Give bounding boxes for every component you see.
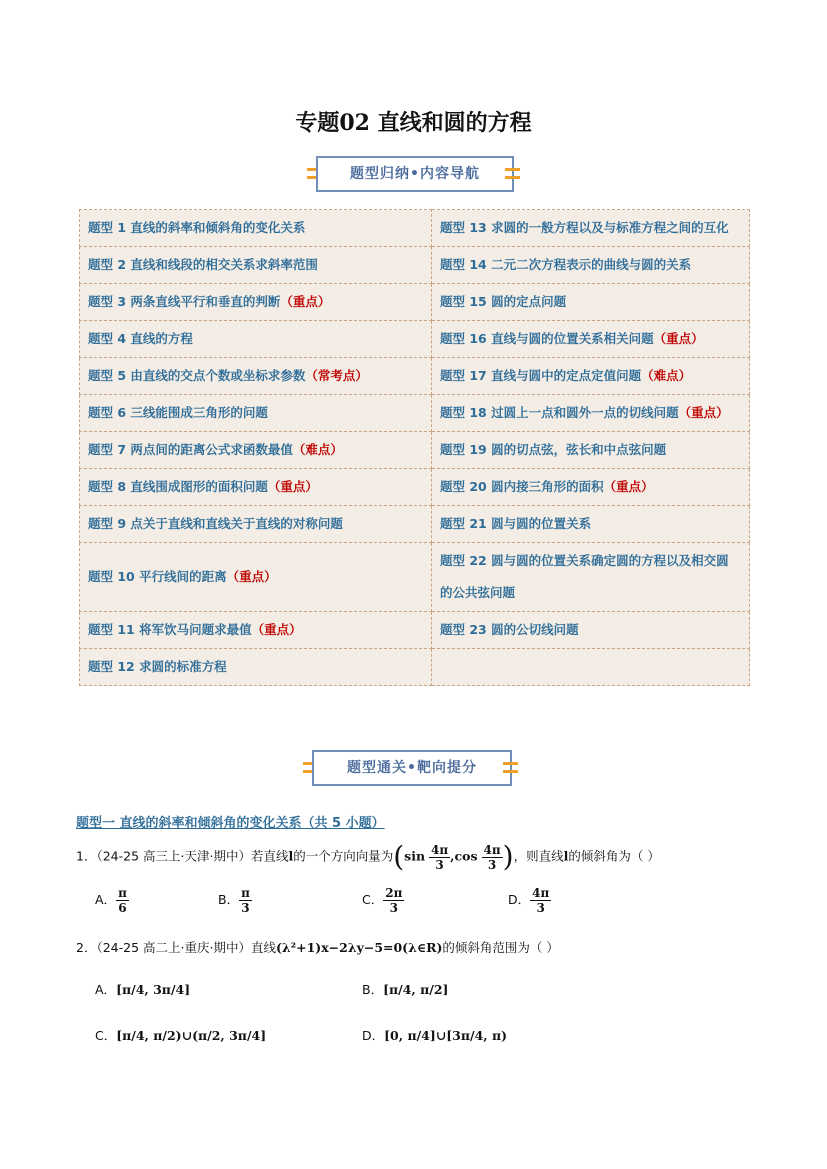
nav-row [80,395,750,432]
topic-link-4-2[interactable]: 题型 16 直线与圆的位置关系相关问题（重点） [432,321,750,358]
q1-option-a[interactable]: A． $\frac{\pi}{6}$ [95,886,127,915]
math-var: l [288,848,294,864]
question-text: 2．（24-25 高二上·重庆·期中）直线 [76,940,276,955]
q1-option-d[interactable]: D． $\frac{4\pi}{3}$ [508,886,550,915]
question-text: 的倾斜角范围为（ ） [442,940,559,955]
nav-row [80,321,750,358]
topic-link-8-2[interactable]: 题型 20 圆内接三角形的面积（重点） [432,469,750,506]
topic-link-3-2[interactable]: 题型 15 圆的定点问题 [432,284,750,321]
q2-option-b[interactable]: B．[π/4, π/2] [362,982,449,997]
importance-tag: （重点） [653,331,704,346]
importance-tag: （重点） [678,405,729,420]
topic-link-1-2[interactable]: 题型 13 求圆的一般方程以及与标准方程之间的互化 [432,210,750,247]
importance-tag: （重点） [603,479,654,494]
nav-row [80,506,750,543]
topic-link-7-1[interactable]: 题型 7 两点间的距离公式求函数最值（难点） [80,432,432,469]
importance-tag: （重点） [251,622,302,637]
fraction: $\frac{4\pi}{3}$ [483,842,501,872]
nav-row [80,210,750,247]
topic-link-2-2[interactable]: 题型 14 二元二次方程表示的曲线与圆的关系 [432,247,750,284]
topic-navigation-table [79,209,750,686]
topic-link-6-1[interactable]: 题型 6 三线能围成三角形的问题 [80,395,432,432]
topic-link-12-2 [432,649,750,686]
q1-option-b[interactable]: B． $\frac{\pi}{3}$ [218,886,250,915]
topic-link-5-2[interactable]: 题型 17 直线与圆中的定点定值问题（难点） [432,358,750,395]
importance-tag: （重点） [280,294,331,309]
math-var: l [563,848,569,864]
topic-link-2-1[interactable]: 题型 2 直线和线段的相交关系求斜率范围 [80,247,432,284]
math-equation: (λ²+1)x−2λy−5=0(λ∈R) [275,940,443,955]
question-text: 1．（24-25 高三上·天津·期中）若直线 [76,848,289,864]
topic-link-3-1[interactable]: 题型 3 两条直线平行和垂直的判断（重点） [80,284,432,321]
topic-link-4-1[interactable]: 题型 4 直线的方程 [80,321,432,358]
page-title: 专题02 直线和圆的方程 [295,110,532,136]
nav-row [80,543,750,612]
q2-option-d[interactable]: D．[0, π/4]∪[3π/4, π) [362,1028,508,1043]
banner-label: 题型归纳•内容导航 [316,156,514,192]
fraction: $\frac{4\pi}{3}$ [431,842,449,872]
nav-row [80,247,750,284]
banner-label: 题型通关•靶向提分 [312,750,512,786]
nav-row [80,612,750,649]
nav-row [80,358,750,395]
topic-link-5-1[interactable]: 题型 5 由直线的交点个数或坐标求参数（常考点） [80,358,432,395]
section-banner-practice [0,750,827,790]
nav-row [80,469,750,506]
topic-link-9-1[interactable]: 题型 9 点关于直线和直线关于直线的对称问题 [80,506,432,543]
topic-link-1-1[interactable]: 题型 1 直线的斜率和倾斜角的变化关系 [80,210,432,247]
question-1: 1．（24-25 高三上·天津·期中）若直线l的一个方向向量为(sin $\frac{4\pi}{3}$ ,cos $\frac{4\pi}{3}$ )，则直线l的倾斜角为（ ） [76,840,660,873]
q2-option-c[interactable]: C．[π/4, π/2)∪(π/2, 3π/4] [95,1028,267,1043]
topic-link-10-2[interactable]: 题型 22 圆与圆的位置关系确定圆的方程以及相交圆的公共弦问题 [432,543,750,612]
topic-link-7-2[interactable]: 题型 19 圆的切点弦，弦长和中点弦问题 [432,432,750,469]
importance-tag: （重点） [226,569,277,584]
math-func: sin [404,848,426,864]
topic-link-6-2[interactable]: 题型 18 过圆上一点和圆外一点的切线问题（重点） [432,395,750,432]
q1-option-c[interactable]: C． $\frac{2\pi}{3}$ [362,886,403,915]
topic-link-8-1[interactable]: 题型 8 直线围成图形的面积问题（重点） [80,469,432,506]
math-func: cos [454,848,478,864]
question-text: 的倾斜角为（ ） [568,848,660,864]
topic-link-12-1[interactable]: 题型 12 求圆的标准方程 [80,649,432,686]
nav-row [80,432,750,469]
topic-link-9-2[interactable]: 题型 21 圆与圆的位置关系 [432,506,750,543]
nav-row [80,649,750,686]
topic-link-11-1[interactable]: 题型 11 将军饮马问题求最值（重点） [80,612,432,649]
question-text: 的一个方向向量为 [293,848,394,864]
q2-option-a[interactable]: A．[π/4, 3π/4] [95,982,191,997]
question-2 [76,938,559,956]
importance-tag: （重点） [267,479,318,494]
importance-tag: （难点） [641,368,692,383]
topic-link-11-2[interactable]: 题型 23 圆的公切线问题 [432,612,750,649]
topic-link-10-1[interactable]: 题型 10 平行线间的距离（重点） [80,543,432,612]
section-banner-navigation [0,156,827,196]
banner-decoration-icon [505,165,520,183]
banner-decoration-icon [503,759,518,777]
importance-tag: （常考点） [305,368,368,383]
importance-tag: （难点） [292,442,343,457]
question-text: ，则直线 [513,848,564,864]
nav-row [80,284,750,321]
section-heading: 题型一 直线的斜率和倾斜角的变化关系（共 5 小题） [76,816,385,831]
